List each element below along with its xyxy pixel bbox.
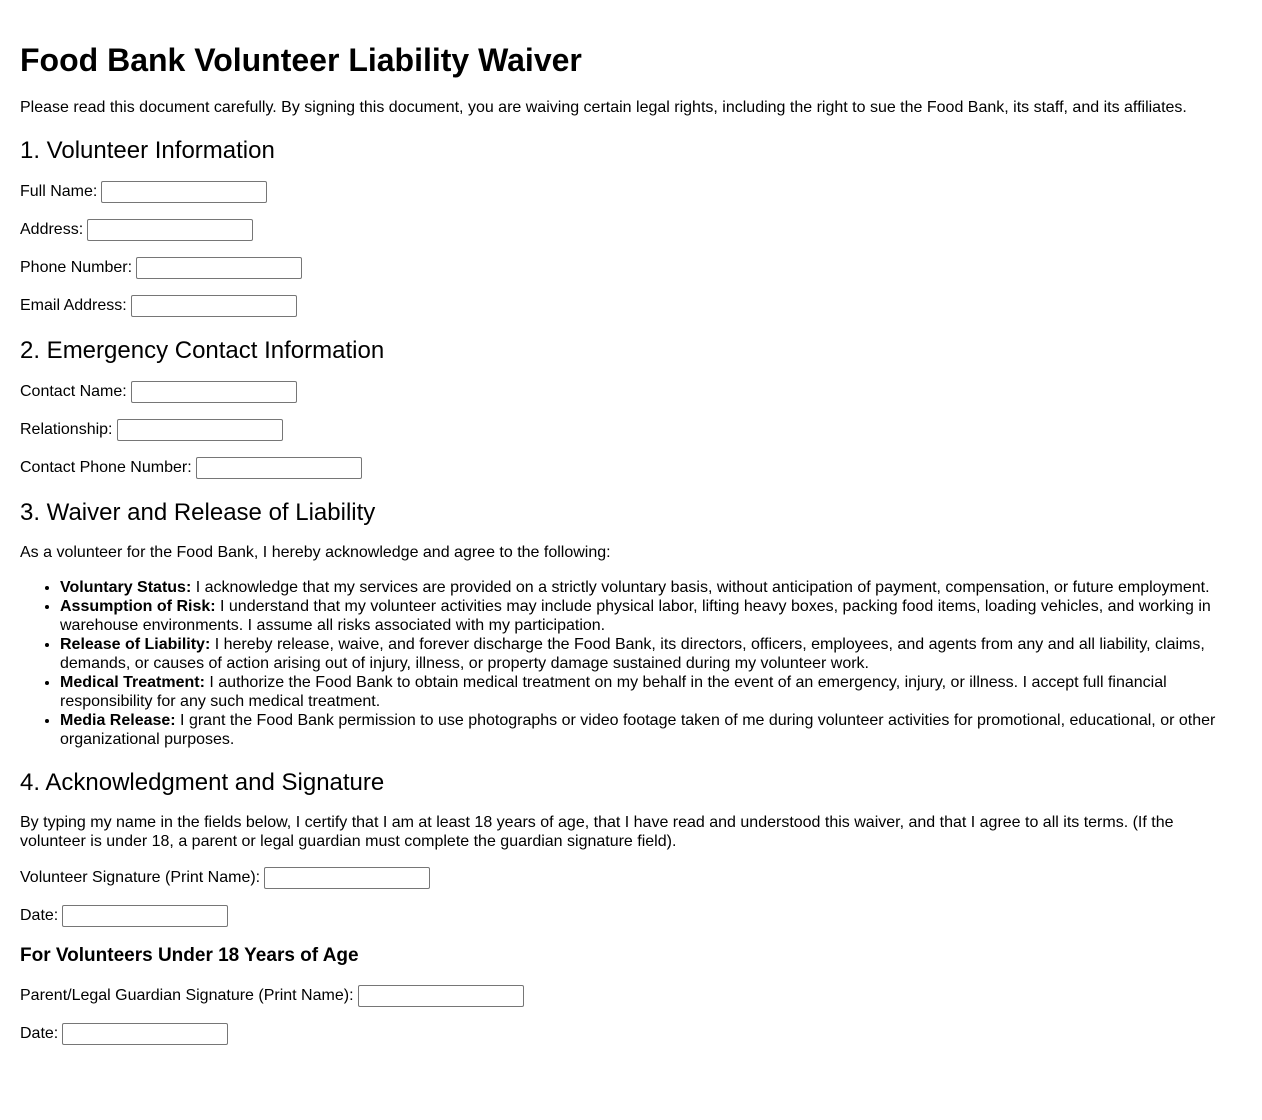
full-name-label: Full Name: <box>20 183 98 200</box>
list-item <box>60 673 1242 711</box>
term-label: Medical Treatment: <box>60 674 205 691</box>
full-name-row <box>20 181 1242 203</box>
waiver-terms-list <box>20 578 1242 749</box>
waiver-intro-text: As a volunteer for the Food Bank, I hereby acknowledge and agree to the following: <box>20 544 611 561</box>
volunteer-signature-label: Volunteer Signature (Print Name): <box>20 869 261 886</box>
volunteer-signature-input[interactable] <box>264 867 430 889</box>
intro-text: Please read this document carefully. By signing this document, you are waiving certain legal rights, including the right to sue the Food Bank, its staff, and its affiliates. <box>20 99 1187 116</box>
address-row <box>20 219 1242 241</box>
guardian-date-row <box>20 1023 1242 1045</box>
section-acknowledgment-heading: 4. Acknowledgment and Signature <box>20 769 385 796</box>
list-item <box>60 635 1242 673</box>
term-label: Voluntary Status: <box>60 579 192 596</box>
phone-number-label: Phone Number: <box>20 259 133 276</box>
contact-name-input[interactable] <box>131 381 297 403</box>
term-label: Assumption of Risk: <box>60 598 216 615</box>
email-address-input[interactable] <box>131 295 297 317</box>
list-item <box>60 578 1242 597</box>
list-item <box>60 711 1242 749</box>
term-label: Release of Liability: <box>60 636 211 653</box>
contact-phone-input[interactable] <box>196 457 362 479</box>
term-text: I grant the Food Bank permission to use photographs or video footage taken of me during volunteer activities for promotional, educational, or other organizational purposes. <box>60 712 1216 748</box>
contact-name-row <box>20 381 1242 403</box>
guardian-signature-label: Parent/Legal Guardian Signature (Print Name): <box>20 987 354 1004</box>
guardian-signature-row <box>20 985 1242 1007</box>
section-volunteer-information-heading: 1. Volunteer Information <box>20 137 275 164</box>
volunteer-date-row <box>20 905 1242 927</box>
guardian-signature-input[interactable] <box>358 985 524 1007</box>
email-address-row <box>20 295 1242 317</box>
volunteer-date-label: Date: <box>20 907 59 924</box>
minor-section-heading: For Volunteers Under 18 Years of Age <box>20 945 359 966</box>
list-item <box>60 597 1242 635</box>
guardian-date-label: Date: <box>20 1025 59 1042</box>
relationship-row <box>20 419 1242 441</box>
page-title: Food Bank Volunteer Liability Waiver <box>20 42 582 78</box>
section-waiver-heading: 3. Waiver and Release of Liability <box>20 499 376 526</box>
email-address-label: Email Address: <box>20 297 127 314</box>
section-emergency-contact-heading: 2. Emergency Contact Information <box>20 337 385 364</box>
relationship-label: Relationship: <box>20 421 113 438</box>
phone-number-row <box>20 257 1242 279</box>
volunteer-date-input[interactable] <box>62 905 228 927</box>
full-name-input[interactable] <box>101 181 267 203</box>
term-text: I hereby release, waive, and forever discharge the Food Bank, its directors, officers, employees, and agents from any and all liability, claims, demands, or causes of action arising out of injury, illness, or property damage sustained during my volunteer work. <box>60 636 1205 672</box>
term-label: Media Release: <box>60 712 176 729</box>
term-text: I understand that my volunteer activities may include physical labor, lifting heavy boxes, packing food items, loading vehicles, and working in warehouse environments. I assume all risks associated with my participation. <box>60 598 1211 634</box>
contact-phone-label: Contact Phone Number: <box>20 459 192 476</box>
guardian-date-input[interactable] <box>62 1023 228 1045</box>
volunteer-signature-row <box>20 867 1242 889</box>
relationship-input[interactable] <box>117 419 283 441</box>
term-text: I authorize the Food Bank to obtain medical treatment on my behalf in the event of an emergency, injury, or illness. I accept full financial responsibility for any such medical treatment. <box>60 674 1167 710</box>
acknowledgment-text: By typing my name in the fields below, I certify that I am at least 18 years of age, that I have read and understood this waiver, and that I agree to all its terms. (If the volunteer is under 18, a parent or legal guardian must complete the guardian signature field). <box>20 814 1174 850</box>
contact-name-label: Contact Name: <box>20 383 127 400</box>
phone-number-input[interactable] <box>136 257 302 279</box>
contact-phone-row <box>20 457 1242 479</box>
address-input[interactable] <box>87 219 253 241</box>
address-label: Address: <box>20 221 84 238</box>
term-text: I acknowledge that my services are provided on a strictly voluntary basis, without anticipation of payment, compensation, or future employment. <box>191 579 1210 596</box>
